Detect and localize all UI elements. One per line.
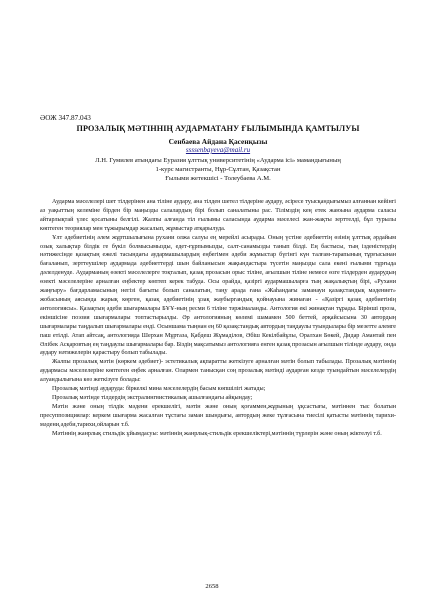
udc-code: ӘОЖ 347.87.043 — [40, 114, 91, 122]
affiliation-line: 1-курс магистранты, Нұр-Сұлтан, Қазақстан — [155, 166, 281, 173]
author-email-link[interactable]: ssssenbayeva@mail.ru — [185, 146, 251, 154]
body-paragraph: Мәтіннің жанрлық стильдік ұйымдасуы: мәтіннің жанрлық-стильдік ерекшеліктері,мәтіннің түрлерін және оның жіктелуі т.б. — [52, 430, 382, 437]
affiliation-line: Л.Н. Гумилев атындағы Еуразия ұлттық университетінің «Аударма ісі» мамандығының — [95, 157, 341, 164]
body-paragraph: Аударма мәселелері шет тілдерінен ана тіліне аудару, ана тілден шетел тілдеріне аудару, әсіресе туысқандығымыз алғаннан кейінгі аз уақыттың келеміне бірден бір маңызды салалардың бірі болып саналатыны рас. Тілімздің кең етек жаюына аударма саласы айтарлықтай үлес қосатыны белгілі. Жалпы алғанда тіл ғылымы саласында аударма мәселесі жан-жақты зерттелді, бұл турылы көптеген теориялар мен тұжырымдар жасалып, жұмыстар атқарылуда. — [40, 199, 396, 232]
body-paragraph: Ұлт әдебиетінің әлем жұртшылығына рухани олжа салуы ең мерейлі асырады. Оның үстіне әдебиеттің өзінің ұлттық әрдайым озық халықтар білдік ге бүкіл болмысымызды, едет-ғұрпымызды, салт-санамызды танып білді. Ең бастысы, тың ізденістердің нәтижесінде қазақтың ежелі тасындағы аудармашылардың еңбегімен әдеби жұмыстар бүгінгі күн талғам-тарапының тұрғысынан бағаланып, зерттеушілер аудармада әдебиеттерді шын байланысын жақындастыра түсетін маңызды сала екені ғылыми тұрғыда дәлелденуде. Аударманың өзекті мәселелерге тоқталып, қазақ прозасын орыс тіліне, ағылшын тіліне немесе өзге тілдерден аударудың өзекті мәселелеріне арналған еңбектер көптеп керек табуда. Осы орайда, қазіргі аудармашыларға тың жақалықтың бірі, «Рухани жаңғыру» бағдарламасының негізі бағыты болып саналатын, таңу арада ғана «Жаһандағы заманауи қазақстандық мәдениет» жобасының аясында жарық көрген, қазақ әдебиетінің ұзақ жаубыргандық қойнауына жинаған - «Қазіргі қазақ әдебиетінің антологиясы». Қазақтың әдеби шығармалары БҰҰ-ның ресми 6 тіліне тәржімаланды. Антология екі жинақтан тұрады. Бірінші проза, екіншісіне поэзия шығармалары топтастырылды. Әр антологияның көлемі шамамен 500 беттей, әрқайсысына 30 автордың шығармалары таңдалып шығармалары енді. Осыншама тыңнан ең 60 қазақстандық автордың таңдаулы туындылары бір мезетте алемге паш етілді. Атап айтсақ, антологияда Шерхан Мұртаза, Қабдеш Жұмаділов, Әбіш Кекілбайұлы, Оралхан Бөкей, Дидар Амантай пен Әлібек Асқаровтың ең таңдаулы шығармалары бар. Біздің мақсатымыз антологияға енген қазақ прозасын ағылшын тілінде аудару, онда аудару нәтижелерін қарастыру болып табылады. — [40, 234, 396, 357]
body-paragraph: Мәтін және оның тілдік мәдени ерекшелігі, мәтін және оның қоғаммен,жұрының ұқсастығы, мәтіннен тыс болатын пресуппозициялар: керкем шығарма жасалған тұстағы заман шындығы, автордың жеке тұлғасына тиесілі қатысты мәтіннің тарихи-мәдени,әдеби,тарихи,ойларын т.б. — [40, 403, 396, 428]
article-title: ПРОЗАЛЫҚ МӘТІННІҢ АУДАРМАТАНУ ҒЫЛЫМЫНДА ҚАМТЫЛУЫ — [76, 124, 360, 133]
author-name: Сенбаева Айдана Қасенқызы — [168, 137, 268, 146]
article-body — [40, 198, 396, 438]
body-paragraph: Жалпы прозалық мәтін (көркем әдебиет)- эстетикалық ақпаратты жеткізуге арналған мәтін болып табылады. Прозалық мәтіннің аудармасы мәселелеріне көптеген еңбек арналған. Олармен танысқан соң прозалық мәтінді аударған кезде туындайтын мәселелердің алуандылығына көз жеткізуге болады: — [40, 359, 396, 384]
page-number: 2658 — [205, 583, 219, 590]
supervisor-line: Ғылыми жетекшісі - Толеубаева А.М. — [165, 175, 271, 182]
body-paragraph: Прозалық мәтінде тілдердің экстралингвистикалық ашылғандағы айқындау; — [52, 394, 253, 401]
body-paragraph: Прозалық мәтінді аударуда: біркелкі мина мәселелердің басым көпшілігі жатады; — [52, 386, 266, 393]
